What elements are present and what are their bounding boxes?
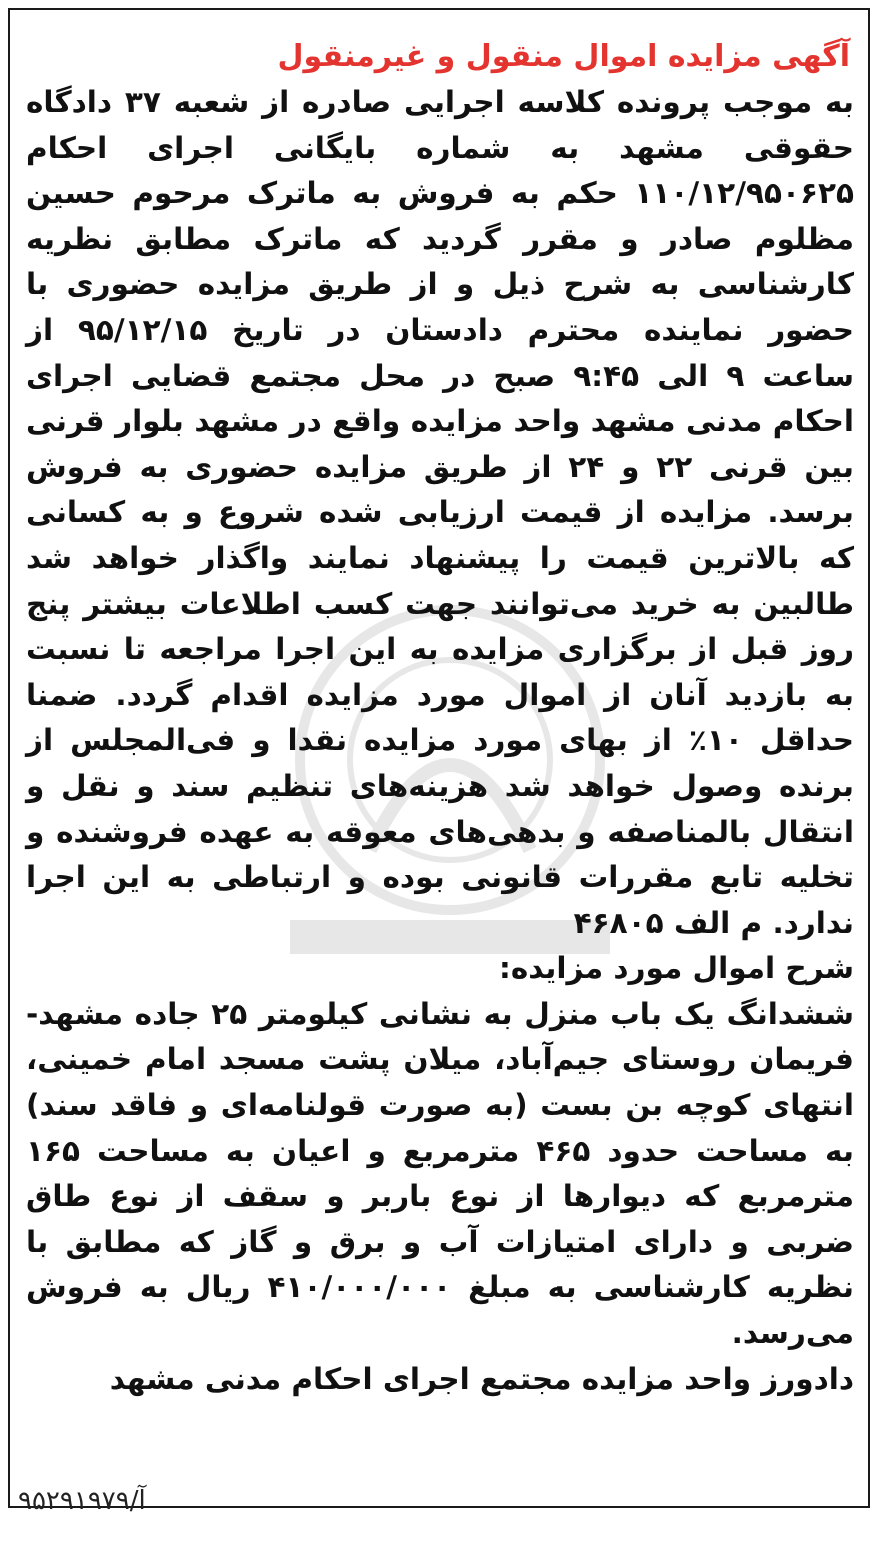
notice-body: به موجب پرونده کلاسه اجرایی صادره از شعبه ۳۷ دادگاه حقوقی مشهد به شماره بایگانی اجرای احکام ۱۱۰/۱۲/۹۵۰۶۲۵ حکم به فروش به ماترک مرحوم حسین مظلوم صادر و مقرر گردید که ماترک مطابق نظریه کارشناسی به شرح ذیل و از طریق مزایده حضوری با حضور نماینده محترم دادستان در تاریخ ۹۵/۱۲/۱۵ از ساعت ۹ الی ۹:۴۵ صبح در محل مجتمع قضایی اجرای احکام مدنی مشهد واحد مزایده واقع در مشهد بلوار قرنی بین قرنی ۲۲ و ۲۴ از طریق مزایده حضوری به فروش برسد. مزایده از قیمت ارزیابی شده شروع و به کسانی که بالاترین قیمت را پیشنهاد نمایند واگذار خواهد شد طالبین به خرید می‌توانند جهت کسب اطلاعات بیشتر پنج روز قبل از برگزاری مزایده به این اجرا مراجعه تا نسبت به بازدید آنان از اموال مورد مزایده اقدام گردد. ضمنا حداقل ۱۰٪ از بهای مورد مزایده نقدا و فی‌المجلس از برنده وصول خواهد شد هزینه‌های تنظیم سند و نقل و انتقال بالمناصفه و بدهی‌های معوقه به عهده فروشنده و تخلیه تابع مقررات قانونی بوده و ارتباطی به این اجرا ندارد. م الف ۴۶۸۰۵ <box>26 85 855 940</box>
reference-code: آ/۹۵۲۹۱۹۷۹ <box>18 1486 146 1516</box>
items-heading: شرح اموال مورد مزایده: <box>499 951 854 986</box>
signature: دادورز واحد مزایده مجتمع اجرای احکام مدنی مشهد <box>109 1361 854 1396</box>
notice-title: آگهی مزایده اموال منقول و غیرمنقول <box>277 39 850 74</box>
notice-content <box>26 34 854 1402</box>
items-description: ششدانگ یک باب منزل به نشانی کیلومتر ۲۵ جاده مشهد- فریمان روستای جیم‌آباد، میلان پشت مسجد امام خمینی، انتهای کوچه بن بست (به صورت قولنامه‌ای و فاقد سند) به مساحت حدود ۴۶۵ مترمربع و اعیان به مساحت ۱۶۵ مترمربع که دیوارها از نوع باربر و سقف از نوع طاق ضربی و دارای امتیازات آب و برق و گاز که مطابق با نظریه کارشناسی به مبلغ ۴۱۰/۰۰۰/۰۰۰ ریال به فروش می‌رسد. <box>26 996 854 1351</box>
